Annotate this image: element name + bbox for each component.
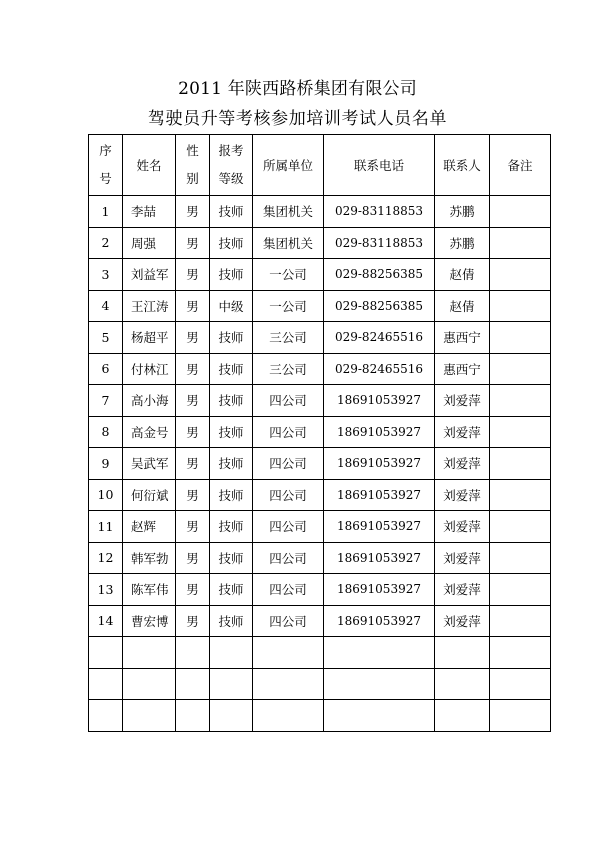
header-contact: 联系人 [435, 135, 490, 196]
cell-name: 李喆 [123, 196, 176, 228]
cell-level: 技师 [210, 605, 253, 637]
cell-contact: 赵倩 [435, 259, 490, 291]
cell-unit: 四公司 [253, 511, 324, 543]
cell-contact: 刘爱萍 [435, 542, 490, 574]
cell-no: 10 [89, 479, 123, 511]
cell-level: 技师 [210, 448, 253, 480]
cell-unit [253, 700, 324, 732]
cell-unit: 四公司 [253, 385, 324, 417]
cell-gender: 男 [176, 479, 210, 511]
cell-gender: 男 [176, 605, 210, 637]
cell-phone: 18691053927 [324, 542, 435, 574]
header-phone: 联系电话 [324, 135, 435, 196]
cell-remarks [490, 637, 551, 669]
table-row [89, 227, 551, 259]
cell-remarks [490, 448, 551, 480]
table-row [89, 700, 551, 732]
cell-level: 技师 [210, 196, 253, 228]
cell-remarks [490, 668, 551, 700]
cell-remarks [490, 542, 551, 574]
cell-contact: 刘爱萍 [435, 511, 490, 543]
cell-gender: 男 [176, 259, 210, 291]
cell-name: 杨超平 [123, 322, 176, 354]
cell-level: 技师 [210, 511, 253, 543]
header-level-line1: 报考 [218, 143, 244, 158]
cell-no: 5 [89, 322, 123, 354]
cell-name [123, 637, 176, 669]
cell-no: 3 [89, 259, 123, 291]
header-name: 姓名 [123, 135, 176, 196]
table-row [89, 322, 551, 354]
personnel-table [88, 134, 551, 732]
table-row [89, 637, 551, 669]
cell-remarks [490, 700, 551, 732]
cell-phone: 18691053927 [324, 511, 435, 543]
cell-unit: 四公司 [253, 542, 324, 574]
cell-phone: 029-88256385 [324, 259, 435, 291]
cell-unit [253, 637, 324, 669]
cell-remarks [490, 574, 551, 606]
header-gender-line1: 性 [186, 143, 199, 158]
cell-no: 13 [89, 574, 123, 606]
table-row [89, 668, 551, 700]
cell-level: 技师 [210, 259, 253, 291]
cell-phone: 029-83118853 [324, 227, 435, 259]
cell-name: 韩军勃 [123, 542, 176, 574]
cell-gender: 男 [176, 290, 210, 322]
cell-name [123, 700, 176, 732]
cell-gender [176, 637, 210, 669]
cell-name: 何衍斌 [123, 479, 176, 511]
header-gender [176, 135, 210, 196]
cell-contact: 刘爱萍 [435, 385, 490, 417]
cell-phone: 18691053927 [324, 416, 435, 448]
cell-unit: 集团机关 [253, 196, 324, 228]
cell-gender [176, 668, 210, 700]
cell-name: 吴武军 [123, 448, 176, 480]
cell-phone: 18691053927 [324, 448, 435, 480]
cell-gender: 男 [176, 353, 210, 385]
table-row [89, 353, 551, 385]
cell-unit: 集团机关 [253, 227, 324, 259]
cell-phone: 029-82465516 [324, 353, 435, 385]
cell-no: 8 [89, 416, 123, 448]
cell-unit: 一公司 [253, 259, 324, 291]
cell-no [89, 637, 123, 669]
document-title-line2: 驾驶员升等考核参加培训考试人员名单 [147, 109, 448, 129]
header-level [210, 135, 253, 196]
cell-no: 1 [89, 196, 123, 228]
cell-level [210, 668, 253, 700]
cell-level: 技师 [210, 416, 253, 448]
cell-level: 技师 [210, 385, 253, 417]
cell-level: 技师 [210, 574, 253, 606]
cell-level [210, 637, 253, 669]
cell-no: 4 [89, 290, 123, 322]
header-unit: 所属单位 [253, 135, 324, 196]
cell-remarks [490, 416, 551, 448]
cell-phone: 029-82465516 [324, 322, 435, 354]
cell-gender: 男 [176, 196, 210, 228]
cell-no: 2 [89, 227, 123, 259]
cell-level [210, 700, 253, 732]
cell-name: 刘益军 [123, 259, 176, 291]
table-row [89, 448, 551, 480]
cell-gender: 男 [176, 448, 210, 480]
cell-phone: 029-83118853 [324, 196, 435, 228]
cell-phone [324, 637, 435, 669]
cell-gender: 男 [176, 322, 210, 354]
cell-phone: 18691053927 [324, 574, 435, 606]
cell-contact [435, 637, 490, 669]
table-row [89, 385, 551, 417]
cell-contact: 惠西宁 [435, 353, 490, 385]
cell-remarks [490, 605, 551, 637]
table-row [89, 196, 551, 228]
header-seq-line2: 号 [99, 171, 112, 186]
cell-contact: 刘爱萍 [435, 479, 490, 511]
table-row [89, 574, 551, 606]
cell-unit: 三公司 [253, 353, 324, 385]
cell-no: 14 [89, 605, 123, 637]
cell-name: 赵辉 [123, 511, 176, 543]
cell-contact: 刘爱萍 [435, 448, 490, 480]
table-row [89, 290, 551, 322]
cell-phone: 18691053927 [324, 479, 435, 511]
table-header [89, 135, 551, 196]
cell-remarks [490, 196, 551, 228]
cell-unit: 四公司 [253, 448, 324, 480]
cell-unit [253, 668, 324, 700]
cell-phone: 029-88256385 [324, 290, 435, 322]
cell-remarks [490, 322, 551, 354]
cell-no: 11 [89, 511, 123, 543]
cell-contact [435, 668, 490, 700]
cell-contact [435, 700, 490, 732]
cell-contact: 赵倩 [435, 290, 490, 322]
cell-phone: 18691053927 [324, 605, 435, 637]
table-row [89, 259, 551, 291]
cell-contact: 惠西宁 [435, 322, 490, 354]
cell-no [89, 668, 123, 700]
cell-contact: 刘爱萍 [435, 416, 490, 448]
cell-gender: 男 [176, 511, 210, 543]
header-seq [89, 135, 123, 196]
cell-level: 技师 [210, 227, 253, 259]
cell-gender: 男 [176, 385, 210, 417]
header-seq-line1: 序 [99, 143, 112, 158]
cell-name: 陈军伟 [123, 574, 176, 606]
cell-no: 6 [89, 353, 123, 385]
table-row [89, 479, 551, 511]
cell-remarks [490, 511, 551, 543]
cell-remarks [490, 385, 551, 417]
cell-name [123, 668, 176, 700]
cell-name: 王江涛 [123, 290, 176, 322]
table-row [89, 416, 551, 448]
cell-name: 周强 [123, 227, 176, 259]
document-title-line1: 2011 年陕西路桥集团有限公司 [178, 79, 417, 99]
table-row [89, 542, 551, 574]
table-row [89, 605, 551, 637]
cell-level: 技师 [210, 353, 253, 385]
cell-remarks [490, 479, 551, 511]
header-gender-line2: 别 [186, 171, 199, 186]
cell-unit: 四公司 [253, 605, 324, 637]
cell-gender [176, 700, 210, 732]
cell-no: 7 [89, 385, 123, 417]
cell-contact: 刘爱萍 [435, 574, 490, 606]
cell-phone [324, 668, 435, 700]
cell-gender: 男 [176, 574, 210, 606]
cell-gender: 男 [176, 227, 210, 259]
cell-gender: 男 [176, 542, 210, 574]
cell-unit: 四公司 [253, 574, 324, 606]
cell-contact: 刘爱萍 [435, 605, 490, 637]
table-row [89, 511, 551, 543]
cell-no: 9 [89, 448, 123, 480]
cell-unit: 四公司 [253, 416, 324, 448]
cell-no: 12 [89, 542, 123, 574]
cell-name: 曹宏博 [123, 605, 176, 637]
table-body [89, 196, 551, 732]
cell-contact: 苏鹏 [435, 196, 490, 228]
cell-unit: 四公司 [253, 479, 324, 511]
cell-remarks [490, 259, 551, 291]
cell-level: 中级 [210, 290, 253, 322]
cell-phone: 18691053927 [324, 385, 435, 417]
cell-unit: 三公司 [253, 322, 324, 354]
cell-level: 技师 [210, 322, 253, 354]
cell-level: 技师 [210, 479, 253, 511]
cell-remarks [490, 227, 551, 259]
cell-name: 高金号 [123, 416, 176, 448]
cell-remarks [490, 353, 551, 385]
cell-gender: 男 [176, 416, 210, 448]
cell-phone [324, 700, 435, 732]
cell-name: 高小海 [123, 385, 176, 417]
cell-no [89, 700, 123, 732]
cell-name: 付林江 [123, 353, 176, 385]
cell-unit: 一公司 [253, 290, 324, 322]
header-level-line2: 等级 [218, 171, 244, 186]
cell-level: 技师 [210, 542, 253, 574]
header-remarks: 备注 [490, 135, 551, 196]
cell-remarks [490, 290, 551, 322]
cell-contact: 苏鹏 [435, 227, 490, 259]
